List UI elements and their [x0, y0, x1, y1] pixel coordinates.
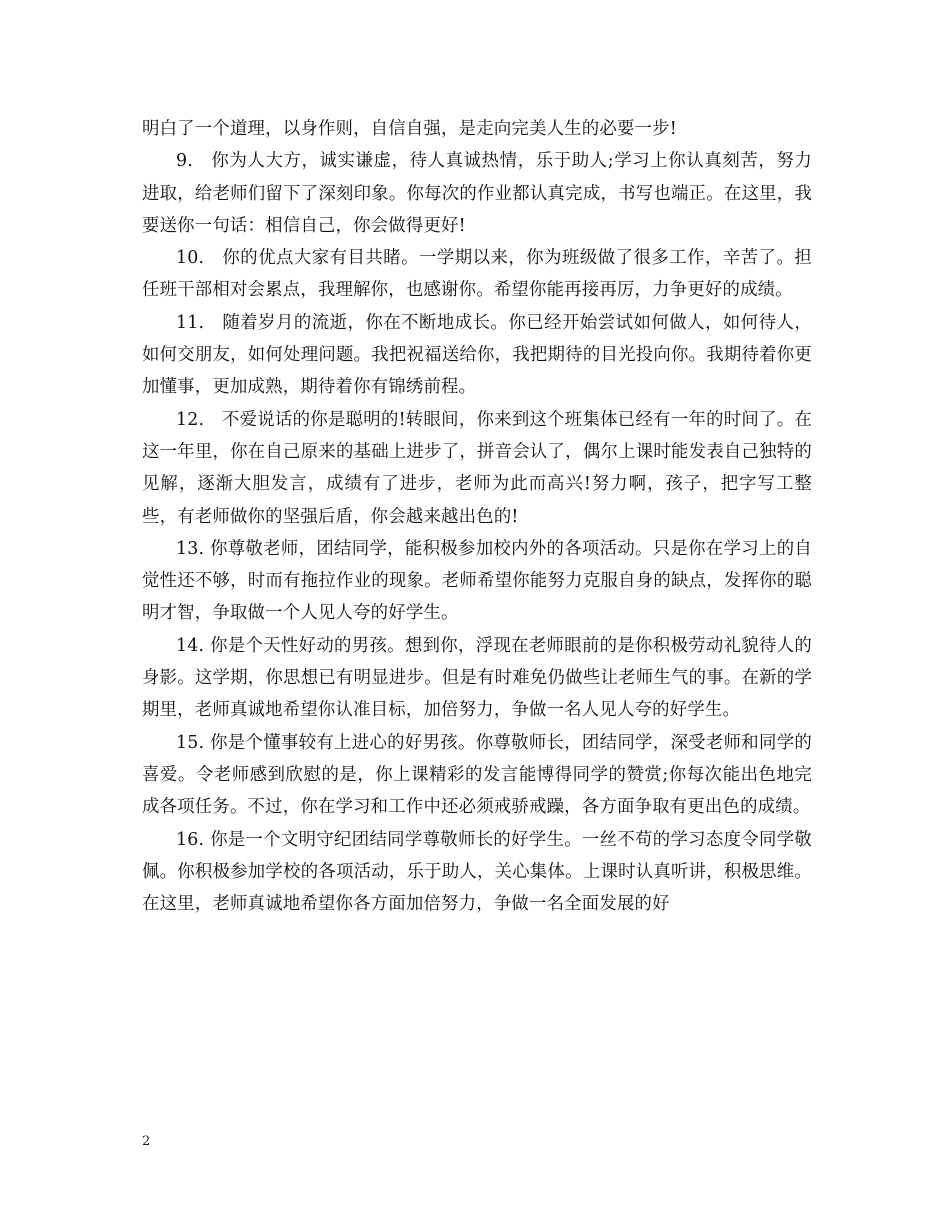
paragraph-item-13: 13. 你尊敬老师，团结同学，能积极参加校内外的各项活动。只是你在学习上的自觉性还不够，时而有拖拉作业的现象。老师希望你能努力克服自身的缺点，发挥你的聪明才智，争取做一个人见人夸的好学生。	[142, 538, 812, 624]
paragraph-item-11: 11. 随着岁月的流逝，你在不断地成长。你已经开始尝试如何做人，如何待人，如何交朋友，如何处理问题。我把祝福送给你，我把期待的目光投向你。我期待着你更加懂事，更加成熟，期待着你有锦绣前程。	[142, 312, 812, 398]
document-body	[142, 113, 812, 920]
paragraph-item-10: 10. 你的优点大家有目共睹。一学期以来，你为班级做了很多工作，辛苦了。担任班干部相对会累点，我理解你，也感谢你。希望你能再接再厉，力争更好的成绩。	[142, 248, 812, 301]
paragraph-item-9: 9. 你为人大方，诚实谦虚，待人真诚热情，乐于助人;学习上你认真刻苦，努力进取，给老师们留下了深刻印象。你每次的作业都认真完成，书写也端正。在这里，我要送你一句话：相信自己，你会做得更好!	[142, 151, 812, 236]
paragraph-item-15: 15. 你是个懂事较有上进心的好男孩。你尊敬师长，团结同学，深受老师和同学的喜爱。令老师感到欣慰的是，你上课精彩的发言能博得同学的赞赏;你每次能出色地完成各项任务。不过，你在学习和工作中还必须戒骄戒躁，各方面争取有更出色的成绩。	[142, 732, 812, 818]
paragraph-continuation: 明白了一个道理，以身作则，自信自强，是走向完美人生的必要一步!	[142, 119, 677, 139]
paragraph-item-14: 14. 你是个天性好动的男孩。想到你，浮现在老师眼前的是你积极劳动礼貌待人的身影。这学期，你思想已有明显进步。但是有时难免仍做些让老师生气的事。在新的学期里，老师真诚地希望你认准目标，加倍努力，争做一名人见人夸的好学生。	[142, 635, 812, 721]
page-number: 2	[142, 1134, 151, 1149]
paragraph-item-16: 16. 你是一个文明守纪团结同学尊敬师长的好学生。一丝不苟的学习态度令同学敬佩。你积极参加学校的各项活动，乐于助人，关心集体。上课时认真听讲，积极思维。在这里，老师真诚地希望你各方面加倍努力，争做一名全面发展的好	[142, 829, 812, 915]
paragraph-item-12: 12. 不爱说话的你是聪明的!转眼间，你来到这个班集体已经有一年的时间了。在这一年里，你在自己原来的基础上进步了，拼音会认了，偶尔上课时能发表自己独特的见解，逐渐大胆发言，成绩有了进步，老师为此而高兴!努力啊，孩子，把字写工整些，有老师做你的坚强后盾，你会越来越出色的!	[142, 409, 812, 527]
